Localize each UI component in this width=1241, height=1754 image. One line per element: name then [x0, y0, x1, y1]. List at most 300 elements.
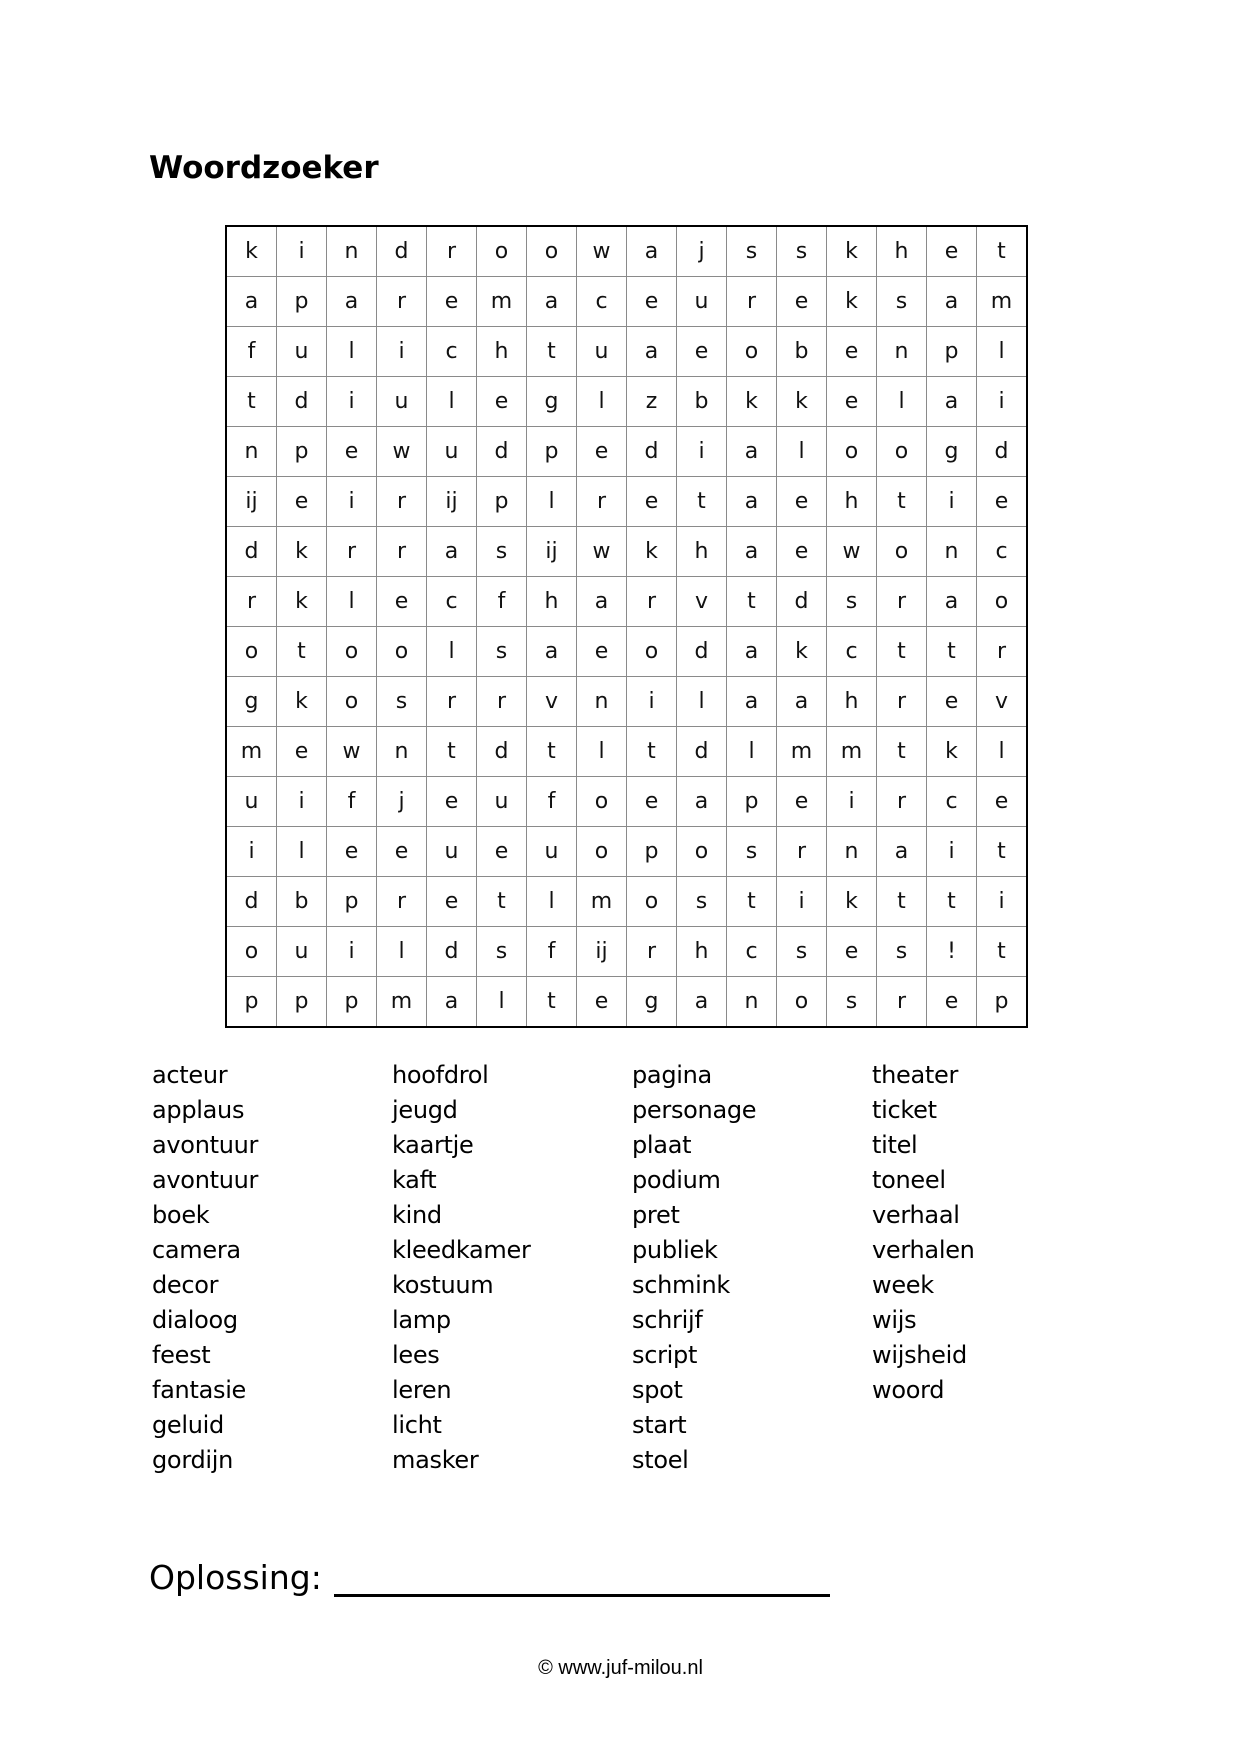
grid-cell[interactable]: a — [427, 527, 477, 577]
grid-cell[interactable]: n — [877, 327, 927, 377]
grid-cell[interactable]: t — [727, 877, 777, 927]
grid-cell[interactable]: a — [877, 827, 927, 877]
grid-cell[interactable]: l — [977, 727, 1028, 777]
grid-cell[interactable]: e — [927, 226, 977, 277]
grid-cell[interactable]: r — [377, 527, 427, 577]
grid-cell[interactable]: a — [627, 226, 677, 277]
grid-cell[interactable]: k — [727, 377, 777, 427]
grid-cell[interactable]: a — [727, 477, 777, 527]
word-list-item: theater — [872, 1061, 959, 1089]
grid-cell[interactable]: o — [327, 627, 377, 677]
grid-cell[interactable]: l — [477, 977, 527, 1028]
copyright-footer: © www.juf-milou.nl — [538, 1657, 703, 1679]
grid-cell[interactable]: u — [427, 827, 477, 877]
grid-row — [226, 977, 1027, 1028]
grid-cell[interactable]: a — [527, 627, 577, 677]
grid-cell[interactable]: r — [427, 677, 477, 727]
grid-cell[interactable]: i — [327, 377, 377, 427]
grid-cell[interactable]: p — [627, 827, 677, 877]
grid-cell[interactable]: d — [277, 377, 327, 427]
word-list-item: spot — [632, 1376, 683, 1404]
grid-cell[interactable]: r — [327, 527, 377, 577]
grid-cell[interactable]: c — [427, 327, 477, 377]
grid-cell[interactable]: l — [427, 377, 477, 427]
grid-cell[interactable]: u — [477, 777, 527, 827]
grid-cell[interactable]: r — [877, 777, 927, 827]
grid-cell[interactable]: r — [427, 226, 477, 277]
grid-cell[interactable]: r — [377, 477, 427, 527]
grid-cell[interactable]: r — [877, 677, 927, 727]
grid-cell[interactable]: m — [477, 277, 527, 327]
grid-cell[interactable]: e — [827, 327, 877, 377]
grid-cell[interactable]: t — [527, 977, 577, 1028]
grid-cell[interactable]: e — [927, 677, 977, 727]
grid-cell[interactable]: w — [577, 527, 627, 577]
grid-cell[interactable]: a — [226, 277, 277, 327]
grid-cell[interactable]: u — [527, 827, 577, 877]
grid-cell[interactable]: d — [977, 427, 1028, 477]
grid-cell[interactable]: d — [427, 927, 477, 977]
grid-cell[interactable]: t — [527, 327, 577, 377]
grid-cell[interactable]: h — [827, 477, 877, 527]
grid-cell[interactable]: s — [377, 677, 427, 727]
grid-cell[interactable]: p — [327, 877, 377, 927]
grid-cell[interactable]: s — [877, 277, 927, 327]
grid-cell[interactable]: t — [427, 727, 477, 777]
grid-cell[interactable]: e — [777, 527, 827, 577]
grid-cell[interactable]: i — [226, 827, 277, 877]
grid-cell[interactable]: f — [527, 777, 577, 827]
grid-cell[interactable]: l — [577, 727, 627, 777]
word-list-item: script — [632, 1341, 698, 1369]
grid-cell[interactable]: p — [527, 427, 577, 477]
grid-cell[interactable]: z — [627, 377, 677, 427]
grid-cell[interactable]: d — [226, 877, 277, 927]
grid-cell[interactable]: e — [627, 277, 677, 327]
solution-area — [149, 1558, 830, 1597]
grid-cell[interactable]: e — [377, 577, 427, 627]
grid-cell[interactable]: e — [827, 927, 877, 977]
grid-cell[interactable]: i — [927, 477, 977, 527]
grid-cell[interactable]: l — [327, 577, 377, 627]
grid-cell[interactable]: d — [477, 427, 527, 477]
grid-cell[interactable]: n — [827, 827, 877, 877]
grid-cell[interactable]: o — [827, 427, 877, 477]
grid-cell[interactable]: j — [677, 226, 727, 277]
grid-cell[interactable]: ij — [527, 527, 577, 577]
grid-cell[interactable]: l — [377, 927, 427, 977]
grid-cell[interactable]: w — [377, 427, 427, 477]
grid-cell[interactable]: k — [827, 226, 877, 277]
grid-cell[interactable]: l — [527, 877, 577, 927]
grid-cell[interactable]: o — [977, 577, 1028, 627]
grid-cell[interactable]: b — [677, 377, 727, 427]
grid-cell[interactable]: o — [377, 627, 427, 677]
grid-cell[interactable]: a — [677, 977, 727, 1028]
grid-cell[interactable]: ! — [927, 927, 977, 977]
grid-cell[interactable]: r — [226, 577, 277, 627]
grid-cell[interactable]: d — [777, 577, 827, 627]
grid-cell[interactable]: o — [727, 327, 777, 377]
grid-cell[interactable]: a — [527, 277, 577, 327]
grid-cell[interactable]: a — [777, 677, 827, 727]
grid-cell[interactable]: t — [226, 377, 277, 427]
grid-cell[interactable]: k — [777, 377, 827, 427]
grid-cell[interactable]: t — [927, 877, 977, 927]
grid-cell[interactable]: ij — [427, 477, 477, 527]
word-list-item: wijs — [872, 1306, 917, 1334]
grid-cell[interactable]: e — [427, 777, 477, 827]
word-column — [872, 1058, 1112, 1408]
word-list-item: acteur — [152, 1061, 228, 1089]
word-list-item: woord — [872, 1376, 945, 1404]
grid-cell[interactable]: o — [677, 827, 727, 877]
grid-cell[interactable]: h — [677, 927, 727, 977]
grid-cell[interactable]: n — [226, 427, 277, 477]
grid-cell[interactable]: r — [877, 577, 927, 627]
grid-cell[interactable]: a — [927, 277, 977, 327]
grid-cell[interactable]: e — [927, 977, 977, 1028]
word-list-item: pagina — [632, 1061, 712, 1089]
grid-cell[interactable]: t — [477, 877, 527, 927]
grid-cell[interactable]: h — [527, 577, 577, 627]
grid-cell[interactable]: e — [677, 327, 727, 377]
grid-cell[interactable]: k — [277, 677, 327, 727]
word-list-item: week — [872, 1271, 934, 1299]
grid-cell[interactable]: e — [627, 777, 677, 827]
grid-cell[interactable]: b — [777, 327, 827, 377]
grid-cell[interactable]: u — [277, 927, 327, 977]
grid-cell[interactable]: i — [977, 377, 1028, 427]
grid-cell[interactable]: a — [927, 577, 977, 627]
grid-cell[interactable]: m — [377, 977, 427, 1028]
grid-cell[interactable]: d — [377, 226, 427, 277]
grid-cell[interactable]: ij — [226, 477, 277, 527]
grid-cell[interactable]: i — [827, 777, 877, 827]
word-list-item: wijsheid — [872, 1341, 967, 1369]
solution-answer-line[interactable] — [334, 1560, 830, 1597]
grid-cell[interactable]: o — [527, 226, 577, 277]
grid-cell[interactable]: d — [226, 527, 277, 577]
grid-cell[interactable]: a — [927, 377, 977, 427]
word-list-item: avontuur — [152, 1131, 259, 1159]
grid-cell[interactable]: t — [677, 477, 727, 527]
word-list-item: kleedkamer — [392, 1236, 531, 1264]
grid-cell[interactable]: i — [927, 827, 977, 877]
grid-cell[interactable]: r — [577, 477, 627, 527]
grid-cell[interactable]: m — [827, 727, 877, 777]
grid-cell[interactable]: o — [877, 427, 927, 477]
grid-cell[interactable]: o — [877, 527, 927, 577]
grid-cell[interactable]: f — [527, 927, 577, 977]
grid-cell[interactable]: c — [427, 577, 477, 627]
grid-row — [226, 527, 1027, 577]
grid-cell[interactable]: c — [727, 927, 777, 977]
grid-cell[interactable]: o — [226, 927, 277, 977]
grid-cell[interactable]: d — [477, 727, 527, 777]
grid-cell[interactable]: a — [727, 677, 777, 727]
grid-cell[interactable]: i — [327, 927, 377, 977]
grid-cell[interactable]: e — [427, 877, 477, 927]
grid-cell[interactable]: n — [927, 527, 977, 577]
word-list-item: kaartje — [392, 1131, 474, 1159]
grid-cell[interactable]: s — [877, 927, 927, 977]
grid-cell[interactable]: e — [327, 827, 377, 877]
grid-cell[interactable]: s — [777, 927, 827, 977]
grid-cell[interactable]: e — [627, 477, 677, 527]
grid-cell[interactable]: p — [477, 477, 527, 527]
grid-cell[interactable]: p — [927, 327, 977, 377]
grid-cell[interactable]: e — [777, 477, 827, 527]
grid-cell[interactable]: n — [327, 226, 377, 277]
grid-cell[interactable]: e — [577, 427, 627, 477]
grid-cell[interactable]: s — [477, 627, 527, 677]
grid-cell[interactable]: a — [577, 577, 627, 627]
grid-cell[interactable]: k — [277, 577, 327, 627]
grid-cell[interactable]: a — [677, 777, 727, 827]
word-list-item: boek — [152, 1201, 210, 1229]
grid-cell[interactable]: k — [827, 877, 877, 927]
grid-cell[interactable]: d — [677, 627, 727, 677]
grid-cell[interactable]: o — [627, 877, 677, 927]
grid-cell[interactable]: o — [777, 977, 827, 1028]
grid-cell[interactable]: h — [877, 226, 927, 277]
grid-cell[interactable]: t — [877, 477, 927, 527]
grid-cell[interactable]: f — [226, 327, 277, 377]
grid-cell[interactable]: p — [277, 427, 327, 477]
grid-cell[interactable]: i — [327, 477, 377, 527]
grid-cell[interactable]: v — [977, 677, 1028, 727]
word-search-grid — [225, 225, 1028, 1028]
grid-cell[interactable]: m — [577, 877, 627, 927]
grid-cell[interactable]: n — [577, 677, 627, 727]
grid-cell[interactable]: k — [226, 226, 277, 277]
grid-cell[interactable]: a — [427, 977, 477, 1028]
grid-cell[interactable]: w — [577, 226, 627, 277]
word-list-item: schrijf — [632, 1306, 703, 1334]
grid-cell[interactable]: g — [226, 677, 277, 727]
grid-cell[interactable]: e — [577, 627, 627, 677]
grid-cell[interactable]: r — [627, 927, 677, 977]
grid-cell[interactable]: r — [377, 277, 427, 327]
grid-cell[interactable]: l — [527, 477, 577, 527]
grid-cell[interactable]: d — [627, 427, 677, 477]
grid-cell[interactable]: e — [977, 477, 1028, 527]
grid-cell[interactable]: a — [727, 427, 777, 477]
grid-cell[interactable]: u — [677, 277, 727, 327]
grid-cell[interactable]: p — [277, 977, 327, 1028]
grid-cell[interactable]: t — [877, 727, 927, 777]
grid-cell[interactable]: l — [977, 327, 1028, 377]
grid-cell[interactable]: l — [327, 327, 377, 377]
grid-row — [226, 677, 1027, 727]
grid-cell[interactable]: e — [477, 827, 527, 877]
grid-cell[interactable]: e — [777, 777, 827, 827]
grid-cell[interactable]: s — [827, 977, 877, 1028]
grid-cell[interactable]: k — [827, 277, 877, 327]
grid-cell[interactable]: p — [277, 277, 327, 327]
grid-cell[interactable]: t — [627, 727, 677, 777]
grid-cell[interactable]: s — [727, 827, 777, 877]
grid-cell[interactable]: l — [727, 727, 777, 777]
grid-cell[interactable]: i — [977, 877, 1028, 927]
grid-cell[interactable]: c — [827, 627, 877, 677]
grid-cell[interactable]: ij — [577, 927, 627, 977]
grid-cell[interactable]: c — [577, 277, 627, 327]
grid-cell[interactable]: g — [927, 427, 977, 477]
grid-cell[interactable]: d — [677, 727, 727, 777]
grid-cell[interactable]: t — [977, 827, 1028, 877]
grid-cell[interactable]: h — [477, 327, 527, 377]
word-list-item: personage — [632, 1096, 757, 1124]
grid-cell[interactable]: s — [477, 927, 527, 977]
grid-cell[interactable]: m — [226, 727, 277, 777]
grid-cell[interactable]: l — [427, 627, 477, 677]
grid-cell[interactable]: s — [477, 527, 527, 577]
grid-cell[interactable]: s — [777, 226, 827, 277]
grid-cell[interactable]: k — [777, 627, 827, 677]
grid-cell[interactable]: s — [827, 577, 877, 627]
grid-cell[interactable]: r — [627, 577, 677, 627]
grid-cell[interactable]: e — [377, 827, 427, 877]
grid-cell[interactable]: i — [277, 226, 327, 277]
grid-cell[interactable]: p — [226, 977, 277, 1028]
grid-cell[interactable]: t — [277, 627, 327, 677]
grid-cell[interactable]: r — [977, 627, 1028, 677]
grid-cell[interactable]: i — [677, 427, 727, 477]
word-list-item: jeugd — [392, 1096, 458, 1124]
grid-cell[interactable]: i — [277, 777, 327, 827]
grid-cell[interactable]: s — [727, 226, 777, 277]
grid-cell[interactable]: p — [327, 977, 377, 1028]
grid-cell[interactable]: t — [877, 627, 927, 677]
word-list-item: kaft — [392, 1166, 437, 1194]
grid-cell[interactable]: a — [727, 627, 777, 677]
word-list-item: start — [632, 1411, 687, 1439]
grid-cell[interactable]: w — [827, 527, 877, 577]
word-list-item: plaat — [632, 1131, 692, 1159]
grid-cell[interactable]: e — [827, 377, 877, 427]
grid-cell[interactable]: k — [627, 527, 677, 577]
grid-cell[interactable]: o — [226, 627, 277, 677]
grid-cell[interactable]: w — [327, 727, 377, 777]
grid-cell[interactable]: e — [277, 477, 327, 527]
grid-cell[interactable]: e — [977, 777, 1028, 827]
grid-cell[interactable]: r — [377, 877, 427, 927]
grid-cell[interactable]: o — [627, 627, 677, 677]
grid-cell[interactable]: k — [277, 527, 327, 577]
grid-cell[interactable]: e — [427, 277, 477, 327]
grid-cell[interactable]: r — [727, 277, 777, 327]
grid-cell[interactable]: r — [477, 677, 527, 727]
grid-cell[interactable]: h — [827, 677, 877, 727]
grid-cell[interactable]: t — [977, 927, 1028, 977]
grid-row — [226, 827, 1027, 877]
grid-cell[interactable]: e — [777, 277, 827, 327]
word-list-item: hoofdrol — [392, 1061, 489, 1089]
grid-cell[interactable]: o — [577, 777, 627, 827]
grid-cell[interactable]: t — [727, 577, 777, 627]
grid-row — [226, 877, 1027, 927]
grid-cell[interactable]: h — [677, 527, 727, 577]
grid-cell[interactable]: p — [977, 977, 1028, 1028]
grid-cell[interactable]: u — [427, 427, 477, 477]
grid-cell[interactable]: a — [327, 277, 377, 327]
grid-cell[interactable]: t — [927, 627, 977, 677]
grid-cell[interactable]: v — [527, 677, 577, 727]
word-list-item: toneel — [872, 1166, 946, 1194]
word-column — [392, 1058, 632, 1478]
grid-row — [226, 627, 1027, 677]
word-list-item: pret — [632, 1201, 680, 1229]
grid-cell[interactable]: b — [277, 877, 327, 927]
grid-cell[interactable]: m — [777, 727, 827, 777]
grid-cell[interactable]: p — [727, 777, 777, 827]
grid-cell[interactable]: k — [927, 727, 977, 777]
grid-cell[interactable]: l — [877, 377, 927, 427]
grid-cell[interactable]: l — [277, 827, 327, 877]
grid-cell[interactable]: i — [377, 327, 427, 377]
grid-cell[interactable]: t — [977, 226, 1028, 277]
grid-cell[interactable]: e — [477, 377, 527, 427]
grid-row — [226, 477, 1027, 527]
grid-cell[interactable]: i — [777, 877, 827, 927]
grid-cell[interactable]: u — [577, 327, 627, 377]
grid-cell[interactable]: o — [577, 827, 627, 877]
grid-cell[interactable]: u — [277, 327, 327, 377]
grid-cell[interactable]: r — [877, 977, 927, 1028]
word-list-item: publiek — [632, 1236, 718, 1264]
word-list-item: applaus — [152, 1096, 245, 1124]
grid-cell[interactable]: t — [527, 727, 577, 777]
grid-cell[interactable]: g — [627, 977, 677, 1028]
grid-cell[interactable]: m — [977, 277, 1028, 327]
word-list-item: fantasie — [152, 1376, 247, 1404]
grid-cell[interactable]: c — [927, 777, 977, 827]
solution-label: Oplossing: — [149, 1558, 322, 1597]
grid-cell[interactable]: n — [377, 727, 427, 777]
grid-cell[interactable]: v — [677, 577, 727, 627]
word-list-item: camera — [152, 1236, 241, 1264]
grid-cell[interactable]: s — [677, 877, 727, 927]
grid-cell[interactable]: f — [477, 577, 527, 627]
grid-cell[interactable]: g — [527, 377, 577, 427]
word-list-item: verhaal — [872, 1201, 960, 1229]
grid-cell[interactable]: e — [277, 727, 327, 777]
grid-cell[interactable]: e — [327, 427, 377, 477]
grid-row — [226, 377, 1027, 427]
grid-cell[interactable]: c — [977, 527, 1028, 577]
grid-cell[interactable]: l — [577, 377, 627, 427]
grid-cell[interactable]: t — [877, 877, 927, 927]
grid-cell[interactable]: i — [627, 677, 677, 727]
word-list-item: podium — [632, 1166, 721, 1194]
grid-cell[interactable]: o — [477, 226, 527, 277]
grid-cell[interactable]: l — [677, 677, 727, 727]
grid-cell[interactable]: u — [226, 777, 277, 827]
grid-cell[interactable]: o — [327, 677, 377, 727]
grid-cell[interactable]: f — [327, 777, 377, 827]
grid-cell[interactable]: n — [727, 977, 777, 1028]
grid-cell[interactable]: u — [377, 377, 427, 427]
grid-cell[interactable]: e — [577, 977, 627, 1028]
grid-cell[interactable]: r — [777, 827, 827, 877]
grid-row — [226, 577, 1027, 627]
grid-cell[interactable]: a — [627, 327, 677, 377]
grid-cell[interactable]: a — [727, 527, 777, 577]
grid-cell[interactable]: j — [377, 777, 427, 827]
grid-cell[interactable]: l — [777, 427, 827, 477]
